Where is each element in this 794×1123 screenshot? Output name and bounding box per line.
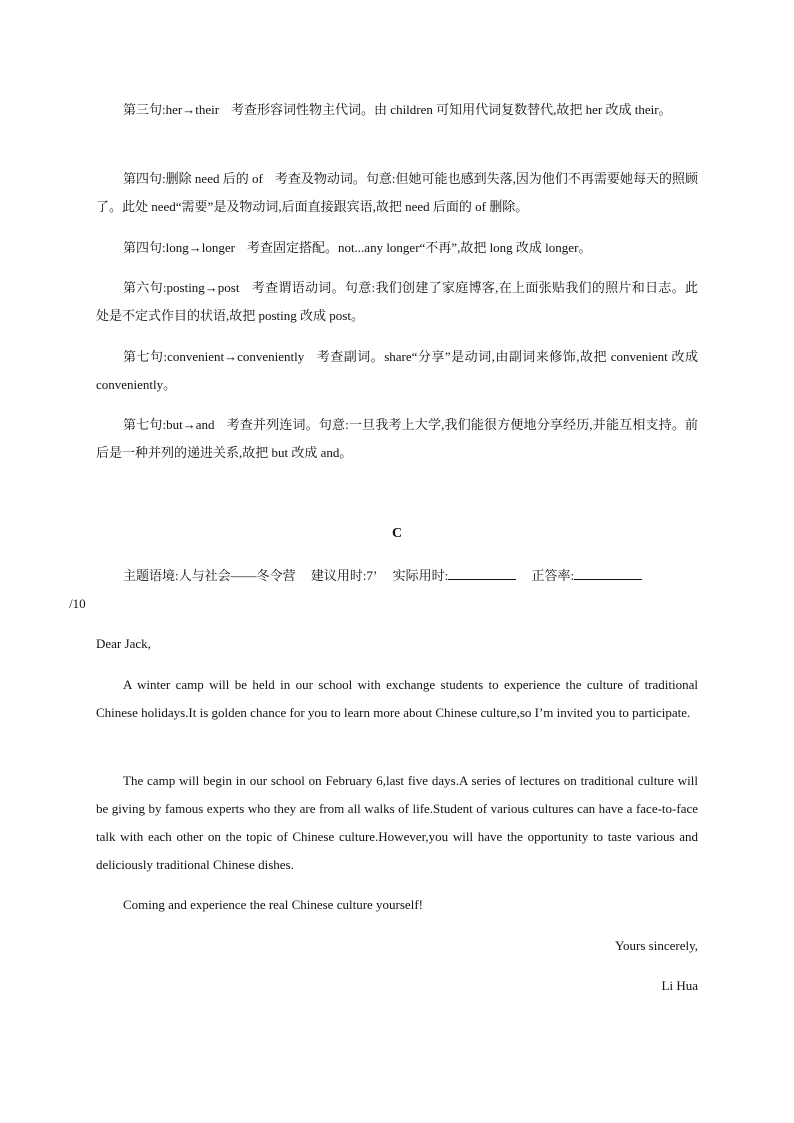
actual-time-blank[interactable] bbox=[448, 567, 516, 580]
note-1-body: 考查形容词性物主代词。由 children 可知用代词复数替代,故把 her 改成 their。 bbox=[231, 102, 672, 117]
note-1 bbox=[96, 96, 698, 124]
accuracy-label: 正答率: bbox=[531, 568, 575, 583]
letter-paragraph-1: A winter camp will be held in our school with exchange students to experience the culture of traditional Chinese holidays.It is golden chance for you to learn more about Chinese culture,so I’m invited you to participate. bbox=[96, 677, 698, 720]
letter-salutation: Dear Jack, bbox=[96, 636, 151, 651]
note-3-body: 考查固定搭配。not...any longer“不再”,故把 long 改成 longer。 bbox=[246, 240, 592, 255]
note-3-head: 第四句:long→longer bbox=[123, 240, 235, 255]
note-2 bbox=[96, 165, 698, 221]
note-6-body: 考查并列连词。句意:一旦我考上大学,我们能很方便地分享经历,并能互相支持。前后是一种并列的递进关系,故把 but 改成 and。 bbox=[96, 417, 698, 460]
note-2-head: 第四句:删除 need 后的 of bbox=[123, 171, 263, 186]
note-6 bbox=[96, 411, 698, 467]
score-total: /10 bbox=[69, 596, 86, 611]
letter-closing: Yours sincerely, bbox=[614, 938, 698, 953]
note-5-body: 考查副词。share“分享”是动词,由副词来修饰,故把 convenient 改成 conveniently。 bbox=[96, 349, 698, 392]
section-meta bbox=[69, 562, 698, 618]
note-4-body: 考查谓语动词。句意:我们创建了家庭博客,在上面张贴我们的照片和日志。此处是不定式作目的状语,故把 posting 改成 post。 bbox=[96, 280, 698, 323]
letter-paragraph-2: The camp will begin in our school on February 6,last five days.A series of lectures on traditional culture will be giving by famous experts who they are from all walks of life.Student of various cultures can have a face-to-face talk with each other on the topic of Chinese culture.However,you will have the opportunity to taste various and deliciously traditional Chinese dishes. bbox=[96, 773, 698, 872]
note-5-head: 第七句:convenient→conveniently bbox=[123, 349, 305, 364]
letter-signature: Li Hua bbox=[661, 978, 698, 993]
actual-time-label: 实际用时: bbox=[392, 568, 449, 583]
note-5 bbox=[96, 343, 698, 399]
note-3 bbox=[96, 234, 698, 262]
section-title: C bbox=[391, 526, 403, 541]
note-6-head: 第七句:but→and bbox=[123, 417, 215, 432]
note-2-body: 考查及物动词。句意:但她可能也感到失落,因为他们不再需要她每天的照顾了。此处 need“需要”是及物动词,后面直接跟宾语,故把 need 后面的 of 删除。 bbox=[96, 171, 698, 214]
theme-label: 主题语境:人与社会——冬令营 bbox=[123, 568, 296, 583]
suggested-time: 建议用时:7’ bbox=[310, 568, 378, 583]
note-1-head: 第三句:her→their bbox=[123, 102, 220, 117]
note-4-head: 第六句:posting→post bbox=[123, 280, 240, 295]
note-4 bbox=[96, 274, 698, 330]
accuracy-blank[interactable] bbox=[574, 567, 642, 580]
letter-paragraph-3: Coming and experience the real Chinese culture yourself! bbox=[123, 897, 423, 912]
